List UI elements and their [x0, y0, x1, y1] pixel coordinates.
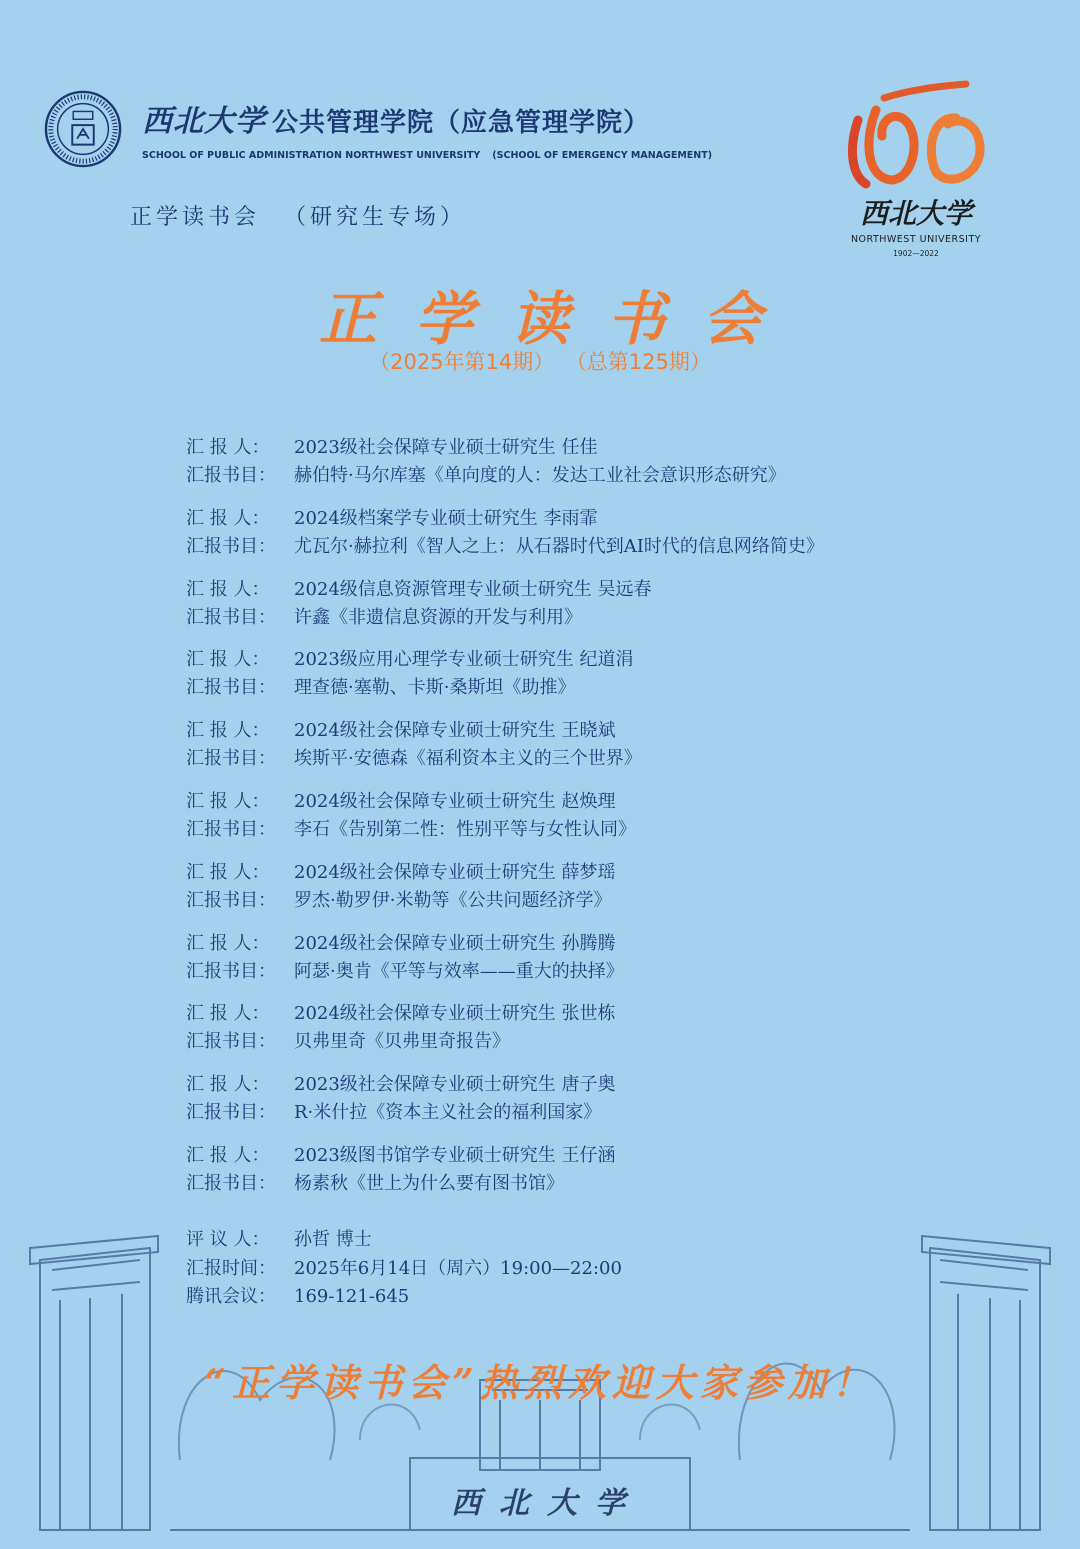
anniversary-120-mark	[836, 80, 996, 190]
reporter-line	[186, 1071, 1046, 1099]
reporter-label: 汇 报 人：	[186, 1003, 270, 1025]
reporter-line	[186, 505, 1046, 533]
report-entry	[186, 1142, 1046, 1213]
meeting-id: 169-121-645	[294, 1286, 410, 1307]
book-line	[186, 533, 1046, 561]
book-label: 汇报书目：	[186, 677, 276, 699]
reporter-value: 2023级应用心理学专业硕士研究生 纪道涓	[294, 649, 634, 671]
college-name: 公共管理学院（应急管理学院）	[272, 108, 651, 138]
reporter-label: 汇 报 人：	[186, 437, 270, 458]
report-entry	[186, 859, 1046, 930]
book-label: 汇报书目：	[186, 1102, 276, 1124]
reporter-line	[186, 859, 1046, 887]
anniversary-university-name: 西北大学	[859, 197, 972, 230]
reporter-value: 2024级信息资源管理专业硕士研究生 吴远春	[294, 578, 652, 600]
reporter-value: 2024级社会保障专业硕士研究生 孙腾腾	[294, 932, 616, 954]
book-line	[186, 887, 1046, 915]
reporter-label: 汇 报 人：	[186, 649, 270, 671]
university-seal-icon	[44, 90, 122, 168]
reporter-line	[186, 434, 1046, 462]
subtitle-session: （研究生专场）	[284, 205, 467, 230]
book-line	[186, 816, 1046, 844]
reporter-label: 汇 报 人：	[186, 790, 270, 812]
book-label: 汇报书目：	[186, 1172, 276, 1194]
reporter-value: 2024级档案学专业硕士研究生 李雨霏	[294, 507, 598, 529]
book-value: 杨素秋《世上为什么要有图书馆》	[294, 1172, 564, 1194]
welcome-banner: “正学读书会”热烈欢迎大家参加！	[204, 1360, 876, 1405]
report-entry	[186, 1000, 1046, 1071]
reporter-value: 2024级社会保障专业硕士研究生 赵焕理	[294, 790, 616, 812]
book-line	[186, 745, 1046, 773]
emergency-name-en: (SCHOOL OF EMERGENCY MANAGEMENT)	[492, 150, 713, 161]
book-label: 汇报书目：	[186, 606, 276, 628]
reporter-line	[186, 930, 1046, 958]
book-value: R·米什拉《资本主义社会的福利国家》	[294, 1102, 602, 1124]
meeting-label: 腾讯会议：	[186, 1286, 276, 1307]
reporter-line	[186, 646, 1046, 674]
book-label: 汇报书目：	[186, 535, 276, 557]
report-entry	[186, 717, 1046, 788]
report-entry	[186, 646, 1046, 717]
book-label: 汇报书目：	[186, 748, 276, 770]
reporter-value: 2023级社会保障专业硕士研究生 唐子奥	[294, 1074, 616, 1096]
report-entry	[186, 788, 1046, 859]
reporter-line	[186, 576, 1046, 604]
reporter-value: 2024级社会保障专业硕士研究生 张世栋	[294, 1003, 616, 1025]
book-line	[186, 674, 1046, 702]
book-line	[186, 462, 1046, 490]
reporter-label: 汇 报 人：	[186, 720, 270, 742]
college-name-en-text: SCHOOL OF PUBLIC ADMINISTRATION NORTHWEST UNIVERSITY	[142, 150, 481, 161]
book-value: 埃斯平·安德森《福利资本主义的三个世界》	[294, 748, 642, 770]
reporter-line	[186, 1000, 1046, 1028]
book-line	[186, 1170, 1046, 1198]
issue-total: （总第125期）	[576, 350, 711, 374]
reporter-label: 汇 报 人：	[186, 1074, 270, 1096]
reporter-value: 2023级图书馆学专业硕士研究生 王仔涵	[294, 1144, 616, 1166]
report-entry	[186, 434, 1046, 505]
book-label: 汇报书目：	[186, 1031, 276, 1053]
reporter-value: 2024级社会保障专业硕士研究生 王晓斌	[294, 720, 616, 742]
subtitle	[130, 200, 466, 231]
anniversary-years: 1902—2022	[893, 249, 939, 258]
report-entry	[186, 576, 1046, 647]
commentator-line	[186, 1226, 622, 1255]
book-value: 罗杰·勒罗伊·米勒等《公共问题经济学》	[294, 889, 612, 911]
reporter-line	[186, 1142, 1046, 1170]
time-line	[186, 1255, 622, 1284]
book-line	[186, 1028, 1046, 1056]
book-line	[186, 604, 1046, 632]
event-info	[186, 1226, 622, 1312]
book-line	[186, 1099, 1046, 1127]
book-label: 汇报书目：	[186, 818, 276, 840]
anniversary-university-en: NORTHWEST UNIVERSITY	[850, 234, 982, 245]
book-value: 李石《告别第二性：性别平等与女性认同》	[294, 818, 636, 840]
report-entry	[186, 930, 1046, 1001]
book-value: 赫伯特·马尔库塞《单向度的人：发达工业社会意识形态研究》	[294, 465, 786, 486]
book-value: 阿瑟·奥肯《平等与效率——重大的抉择》	[294, 960, 624, 982]
report-entry	[186, 1071, 1046, 1142]
book-value: 尤瓦尔·赫拉利《智人之上：从石器时代到AI时代的信息网络简史》	[294, 535, 824, 557]
commentator-value: 孙哲 博士	[294, 1229, 372, 1250]
university-name-cn: 西北大学	[142, 104, 266, 139]
report-entry	[186, 505, 1046, 576]
college-name-cn	[142, 96, 712, 140]
commentator-label: 评 议 人：	[186, 1229, 270, 1250]
book-value: 许鑫《非遗信息资源的开发与利用》	[294, 606, 582, 628]
reporter-label: 汇 报 人：	[186, 507, 270, 529]
reporter-label: 汇 报 人：	[186, 1144, 270, 1166]
page-title: 正学读书会	[318, 285, 799, 353]
book-label: 汇报书目：	[186, 889, 276, 911]
gate-inscription: 西北大学	[451, 1486, 643, 1521]
reporter-value: 2024级社会保障专业硕士研究生 薛梦瑶	[294, 861, 616, 883]
anniversary-logo	[836, 80, 996, 265]
report-list	[186, 434, 1046, 1213]
reporter-line	[186, 788, 1046, 816]
book-label: 汇报书目：	[186, 465, 276, 486]
book-value: 理查德·塞勒、卡斯·桑斯坦《助推》	[294, 677, 576, 699]
college-brand	[142, 96, 712, 161]
issue-period: （2025年第14期）	[369, 350, 555, 374]
reporter-value: 2023级社会保障专业硕士研究生 任佳	[294, 437, 598, 458]
time-value: 2025年6月14日（周六）19:00—22:00	[294, 1257, 622, 1279]
reporter-label: 汇 报 人：	[186, 578, 270, 600]
reporter-label: 汇 报 人：	[186, 932, 270, 954]
time-label: 汇报时间：	[186, 1257, 276, 1279]
reporter-label: 汇 报 人：	[186, 861, 270, 883]
book-value: 贝弗里奇《贝弗里奇报告》	[294, 1031, 510, 1053]
subtitle-club: 正学读书会	[130, 205, 261, 230]
book-line	[186, 958, 1046, 986]
issue-info	[0, 346, 1080, 376]
book-label: 汇报书目：	[186, 960, 276, 982]
college-name-en	[142, 150, 712, 161]
meeting-line	[186, 1283, 622, 1312]
reporter-line	[186, 717, 1046, 745]
